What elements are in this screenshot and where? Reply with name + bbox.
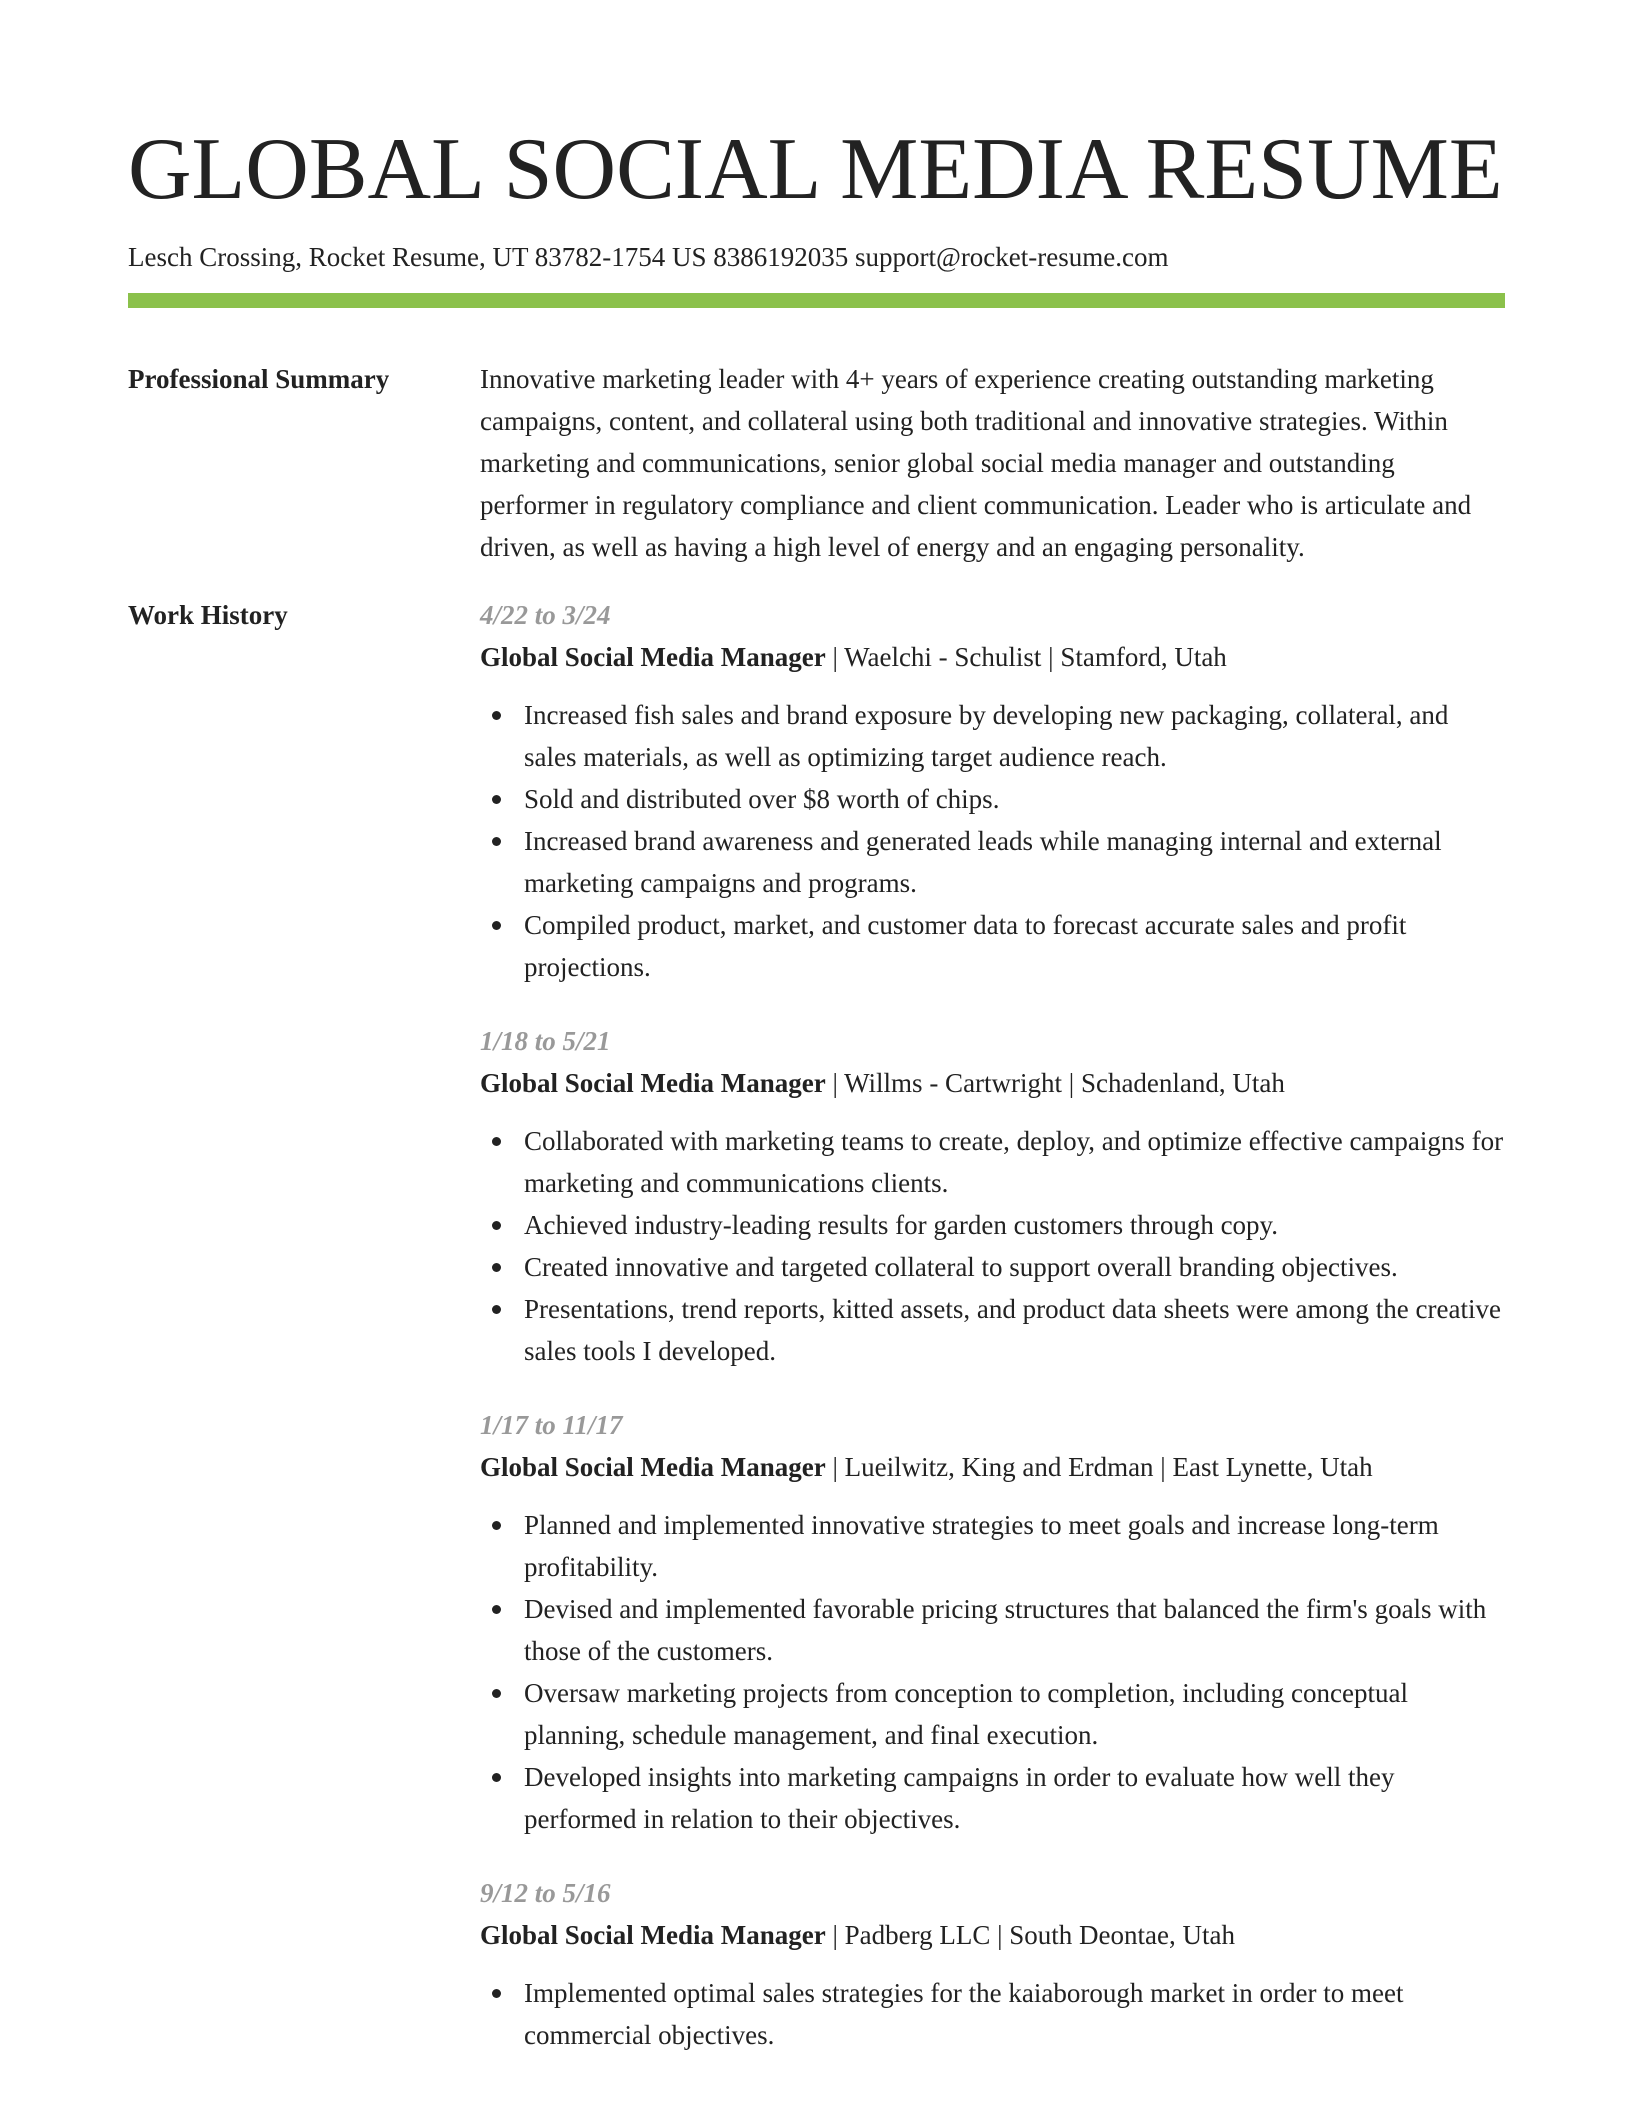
bullet-text: Compiled product, market, and customer data to forecast accurate sales and profit projections. xyxy=(524,910,1407,982)
bullet-text: Achieved industry-leading results for garden customers through copy. xyxy=(524,1210,1279,1240)
bullet-dot-icon xyxy=(492,711,501,720)
bullet-dot-icon xyxy=(492,1263,501,1272)
list-item xyxy=(480,778,1505,820)
bullet-dot-icon xyxy=(492,1137,501,1146)
section-label-summary: Professional Summary xyxy=(128,364,390,394)
bullet-text: Collaborated with marketing teams to create, deploy, and optimize effective campaigns for marketing and communications clients. xyxy=(524,1126,1504,1198)
bullet-dot-icon xyxy=(492,1689,501,1698)
job-dates: 1/17 to 11/17 xyxy=(480,1410,623,1440)
job-bullets xyxy=(480,1504,1505,1840)
bullet-text: Presentations, trend reports, kitted assets, and product data sheets were among the creative sales tools I developed. xyxy=(524,1294,1501,1366)
bullet-dot-icon xyxy=(492,921,501,930)
job-bullets xyxy=(480,1972,1505,2056)
accent-divider xyxy=(128,293,1505,308)
job-title: Global Social Media Manager xyxy=(480,1068,826,1098)
bullet-dot-icon xyxy=(492,795,501,804)
job-title: Global Social Media Manager xyxy=(480,1920,826,1950)
bullet-text: Sold and distributed over $8 worth of chips. xyxy=(524,784,1000,814)
list-item xyxy=(480,1288,1505,1372)
list-item xyxy=(480,1204,1505,1246)
job-entry xyxy=(480,1872,1505,2056)
list-item xyxy=(480,820,1505,904)
job-bullets xyxy=(480,694,1505,988)
bullet-text: Increased fish sales and brand exposure by developing new packaging, collateral, and sales materials, as well as optimizing target audience reach. xyxy=(524,700,1449,772)
list-item xyxy=(480,1504,1505,1588)
job-dates: 4/22 to 3/24 xyxy=(480,600,611,630)
list-item xyxy=(480,1120,1505,1204)
job-dates: 9/12 to 5/16 xyxy=(480,1878,611,1908)
contact-line: Lesch Crossing, Rocket Resume, UT 83782-1754 US 8386192035 support@rocket-resume.com xyxy=(128,242,1169,272)
job-company-location: | Willms - Cartwright | Schadenland, Utah xyxy=(825,1068,1285,1098)
bullet-text: Developed insights into marketing campaigns in order to evaluate how well they performed in relation to their objectives. xyxy=(524,1762,1395,1834)
bullet-dot-icon xyxy=(492,837,501,846)
job-bullets xyxy=(480,1120,1505,1372)
resume-title: GLOBAL SOCIAL MEDIA RESUME xyxy=(128,121,1503,218)
job-title: Global Social Media Manager xyxy=(480,1452,826,1482)
job-title: Global Social Media Manager xyxy=(480,642,826,672)
job-heading xyxy=(480,1914,1505,1956)
bullet-dot-icon xyxy=(492,1521,501,1530)
bullet-text: Devised and implemented favorable pricing structures that balanced the firm's goals with those of the customers. xyxy=(524,1594,1487,1666)
list-item xyxy=(480,904,1505,988)
list-item xyxy=(480,1246,1505,1288)
job-entry xyxy=(480,594,1505,988)
work-history-section xyxy=(128,594,1505,2088)
bullet-text: Increased brand awareness and generated leads while managing internal and external marketing campaigns and programs. xyxy=(524,826,1442,898)
bullet-dot-icon xyxy=(492,1989,501,1998)
bullet-text: Implemented optimal sales strategies for the kaiaborough market in order to meet commercial objectives. xyxy=(524,1978,1404,2050)
list-item xyxy=(480,1972,1505,2056)
section-label-work: Work History xyxy=(128,600,288,630)
professional-summary-section xyxy=(128,358,1505,568)
job-heading xyxy=(480,636,1505,678)
bullet-dot-icon xyxy=(492,1773,501,1782)
job-entry xyxy=(480,1404,1505,1840)
job-dates: 1/18 to 5/21 xyxy=(480,1026,611,1056)
list-item xyxy=(480,1672,1505,1756)
bullet-text: Planned and implemented innovative strategies to meet goals and increase long-term profitability. xyxy=(524,1510,1439,1582)
job-heading xyxy=(480,1446,1505,1488)
job-company-location: | Waelchi - Schulist | Stamford, Utah xyxy=(825,642,1227,672)
job-company-location: | Padberg LLC | South Deontae, Utah xyxy=(825,1920,1235,1950)
list-item xyxy=(480,1588,1505,1672)
job-entry xyxy=(480,1020,1505,1372)
summary-text: Innovative marketing leader with 4+ years of experience creating outstanding marketing campaigns, content, and collateral using both traditional and innovative strategies. Within marketing and communications, senior global social media manager and outstanding performer in regulatory compliance and client communication. Leader who is articulate and driven, as well as having a high level of energy and an engaging personality. xyxy=(480,364,1472,562)
list-item xyxy=(480,694,1505,778)
work-history-list xyxy=(480,594,1505,2088)
bullet-text: Oversaw marketing projects from conception to completion, including conceptual planning, schedule management, and final execution. xyxy=(524,1678,1408,1750)
bullet-text: Created innovative and targeted collateral to support overall branding objectives. xyxy=(524,1252,1398,1282)
summary-body xyxy=(480,358,1505,568)
list-item xyxy=(480,1756,1505,1840)
bullet-dot-icon xyxy=(492,1305,501,1314)
resume-page xyxy=(128,0,1505,2088)
bullet-dot-icon xyxy=(492,1605,501,1614)
job-heading xyxy=(480,1062,1505,1104)
bullet-dot-icon xyxy=(492,1221,501,1230)
job-company-location: | Lueilwitz, King and Erdman | East Lynette, Utah xyxy=(825,1452,1373,1482)
